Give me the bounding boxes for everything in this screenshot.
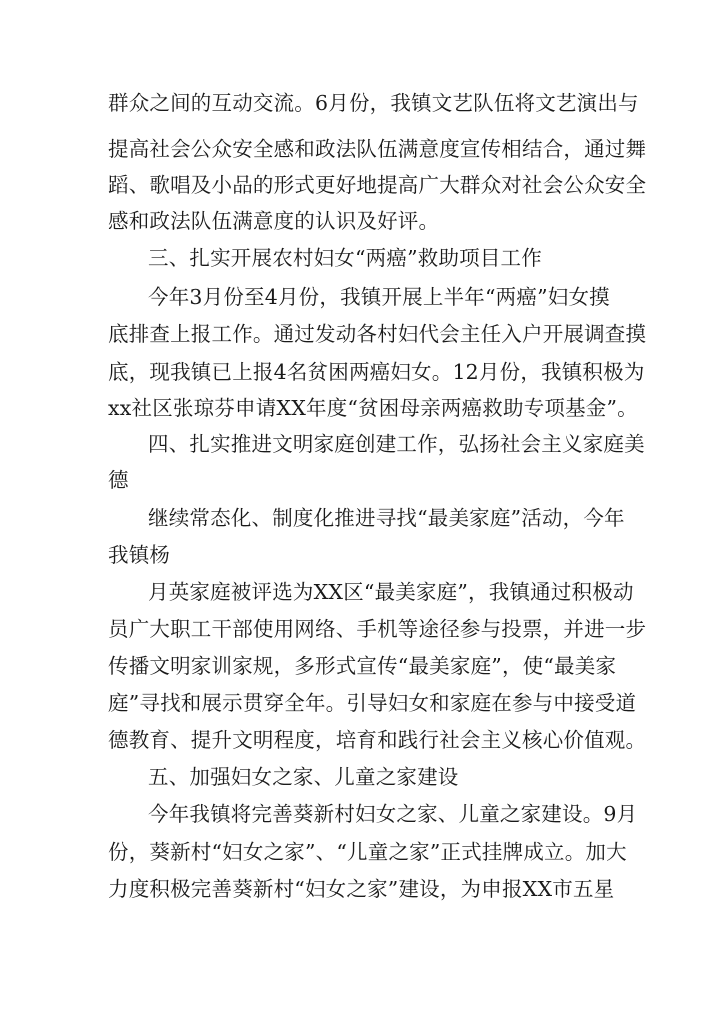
body-text-line: 份，葵新村“妇女之家”、“儿童之家”正式挂牌成立。加大: [108, 840, 627, 864]
body-text-line: 月英家庭被评选为XX区“最美家庭”，我镇通过积极动: [148, 580, 634, 604]
body-text-line: xx社区张琼芬申请XX年度“贫困母亲两癌救助专项基金”。: [108, 396, 638, 420]
body-text-line: 蹈、歌唱及小品的形式更好地提高广大群众对社会公众安全: [108, 173, 647, 197]
body-text-line: 今年我镇将完善葵新村妇女之家、儿童之家建设。9月: [148, 802, 638, 826]
body-text-line: 员广大职工干部使用网络、手机等途径参与投票，并进一步: [108, 617, 647, 641]
section-heading-4: 四、扎实推进文明家庭创建工作，弘扬社会主义家庭美: [148, 432, 645, 456]
body-text-line: 感和政法队伍满意度的认识及好评。: [108, 209, 440, 233]
section-heading-5: 五、加强妇女之家、儿童之家建设: [148, 765, 459, 789]
section-heading-4-continued: 德: [108, 468, 129, 492]
body-text-line: 群众之间的互动交流。6月份，我镇文艺队伍将文艺演出与: [108, 91, 639, 115]
body-text-line: 底排查上报工作。通过发动各村妇代会主任入户开展调查摸: [108, 322, 647, 346]
body-text-line: 今年3月份至4月份，我镇开展上半年“两癌”妇女摸: [148, 285, 610, 309]
body-text-line: 德教育、提升文明程度，培育和践行社会主义核心价值观。: [108, 728, 647, 752]
body-text-line: 庭”寻找和展示贯穿全年。引导妇女和家庭在参与中接受道: [108, 691, 637, 715]
body-text-line: 力度积极完善葵新村“妇女之家”建设，为申报XX市五星: [108, 877, 615, 901]
section-heading-3: 三、扎实开展农村妇女“两癌”救助项目工作: [148, 246, 542, 270]
body-text-line: 提高社会公众安全感和政法队伍满意度宣传相结合，通过舞: [108, 137, 647, 161]
body-text-line: 继续常态化、制度化推进寻找“最美家庭”活动，今年: [148, 506, 625, 530]
body-text-line: 底，现我镇已上报4名贫困两癌妇女。12月份，我镇积极为: [108, 360, 645, 384]
body-text-line: 我镇杨: [108, 543, 171, 567]
body-text-line: 传播文明家训家规，多形式宣传“最美家庭”，使“最美家: [108, 654, 617, 678]
